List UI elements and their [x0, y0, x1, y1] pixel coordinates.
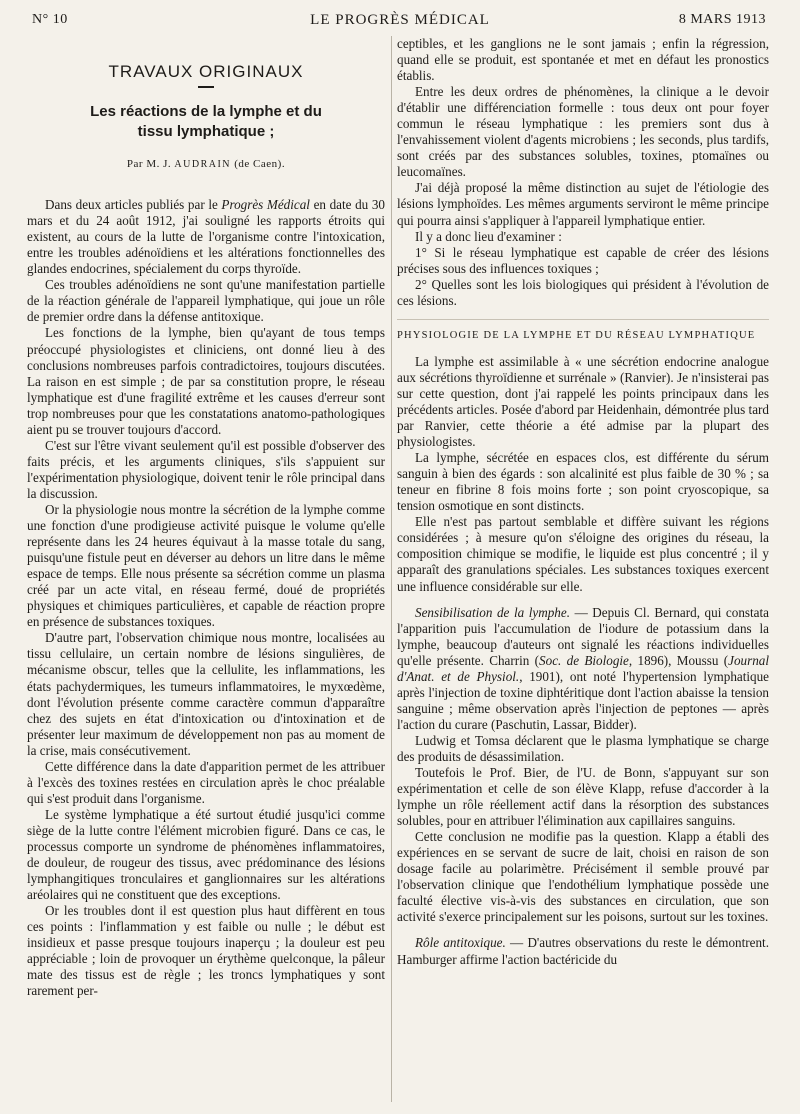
left-column — [27, 36, 385, 1106]
spacer — [397, 595, 769, 605]
right-column — [397, 36, 769, 1106]
subsection-heading: PHYSIOLOGIE DE LA LYMPHE ET DU RÉSEAU LYMPHATIQUE — [397, 319, 769, 344]
paragraph — [397, 605, 769, 733]
citation: Journal d'Anat. et de Physiol. — [397, 652, 769, 684]
article-title-line1: Les réactions de la lymphe et du — [90, 103, 322, 121]
paragraph: 1° Si le réseau lymphatique est capable de créer des lésions précises sous des influences toxiques ; — [397, 244, 769, 276]
paragraph: J'ai déjà proposé la même distinction au sujet de l'étiologie des lésions lymphoïdes. Les mêmes arguments serviront le même principe qui pourra ainsi s'appliquer à l'appareil lymphatique entier. — [397, 180, 769, 228]
paragraph: Cette différence dans la date d'apparition permet de les attribuer à l'excès des toxines restées en circulation après le choc préalable qui s'est produit dans l'organisme. — [27, 758, 385, 806]
text-run: Dans deux articles publiés par le — [45, 197, 222, 213]
text-run: — D'autres observations du reste le démontrent. Hamburger affirme l'action bactéricide du — [397, 935, 769, 967]
column-divider — [391, 36, 392, 1102]
author-prefix: Par M. J. — [126, 158, 172, 171]
issue-number: N° 10 — [32, 12, 68, 27]
text-run: , 1896), Moussu ( — [628, 652, 729, 668]
spacer — [397, 925, 769, 935]
paragraph: La lymphe est assimilable à « une sécrétion endocrine analogue aux sécrétions thyroïdienne et surrénale » (Ranvier). Je n'insisterai pas sur cette question, dont j'ai rappelé les points principaux dans les précédents articles. Posée d'abord par Heidenhain, démontrée plus tard par Ranvier, cette théorie a été admise par la plupart des physiologistes. — [397, 353, 769, 450]
article-title — [27, 102, 385, 142]
paragraph: C'est sur l'être vivant seulement qu'il est possible d'observer des faits précis, et les arguments cliniques, s'ils s'appuient sur l'expérimentation physiologique, doivent tenir le rôle principal dans la discussion. — [27, 437, 385, 501]
paragraph: ceptibles, et les ganglions ne le sont jamais ; enfin la régression, quand elle se produit, est spontanée et met en défaut les pronostics établis. — [397, 36, 769, 84]
paragraph — [27, 197, 385, 277]
run-in-heading: Sensibilisation de la lymphe. — [415, 604, 570, 620]
text-run: en date du 30 mars et du 24 août 1912, j'ai souligné les rapports étroits qui existent, au cours de la lutte de l'organisme contre l'intoxication, entre les troubles adénoïdiens et les altérations fonctionnelles des glandes endocrines, spécialement du corps thyroïde. — [27, 197, 385, 277]
journal-title: LE PROGRÈS MÉDICAL — [310, 12, 490, 28]
paragraph: Ces troubles adénoïdiens ne sont qu'une manifestation partielle de la réaction générale de l'appareil lymphatique, qui joue un rôle de premier ordre dans la défense antitoxique. — [27, 277, 385, 325]
paragraph: Or les troubles dont il est question plus haut diffèrent en tous ces points : l'inflammation y est faible ou nulle ; le début est insidieux et passe presque toujours inaperçu ; la douleur est peu appréciable ; loin de provoquer un érythème quelconque, la pâleur mate des tissus est de règle ; les troncs lymphatiques y sont rarement per- — [27, 903, 385, 999]
paragraph: La lymphe, sécrétée en espaces clos, est différente du sérum sanguin à bien des égards : son alcalinité est plus faible de 30 % ; sa teneur en fibrine 8 fois moins forte ; son point cryoscopique, sa tension osmotique en sont distincts. — [397, 450, 769, 514]
paragraph: Elle n'est pas partout semblable et diffère suivant les régions considérées ; à mesure qu'on s'éloigne des origines du réseau, la composition chimique se modifie, le liquide est plus concentré ; il y apparaît des granulations spéciales. Les substances toxiques exercent une influence considérable sur elle. — [397, 514, 769, 594]
text-run: , 1901), ont noté l'hypertension lymphatique après l'injection de toxine diphtéritique dont l'action abaisse la tension sanguine ; même observation après l'injection de peptones — après l'action du curare (Paschutin, Lassar, Bidder). — [397, 668, 769, 732]
section-title: TRAVAUX ORIGINAUX — [108, 62, 304, 81]
paragraph: D'autre part, l'observation chimique nous montre, localisées au tissu cellulaire, un certain nombre de lésions singulières, de mécanisme obscur, telles que la cellulite, les inflammations, les états pachydermiques, les tumeurs inflammatoires, le myxœdème, dont l'évolution présente comme caractère commun d'apparaître chez des sujets en état d'intoxication ou d'intoxination et de présenter leur maximum de développement non pas au moment de la crise, mais consécutivement. — [27, 630, 385, 758]
paragraph — [397, 935, 769, 967]
paragraph: Entre les deux ordres de phénomènes, la clinique a le devoir d'établir une différenciation formelle : tous deux ont pour foyer commun le réseau lymphatique : les premiers sont dus à l'envahissement violent d'agents microbiens ; les seconds, plus tardifs, sont créés par des substances solubles, toxines, ptomaïnes ou leucomaïnes. — [397, 84, 769, 180]
run-in-heading: Rôle antitoxique. — [415, 935, 506, 951]
text-run: — Depuis Cl. Bernard, qui constata l'apparition puis l'accumulation de l'iodure de potassium dans la lymphe, beaucoup d'auteurs ont signalé les réactions individuelles qu'elle présente. Charrin ( — [397, 604, 769, 668]
author-name: AUDRAIN — [174, 159, 232, 171]
paragraph: Ludwig et Tomsa déclarent que le plasma lymphatique se charge des produits de désassimilation. — [397, 732, 769, 764]
paragraph: Cette conclusion ne modifie pas la question. Klapp a établi des expériences en se servant de sucre de lait, choisi en raison de son dosage facile au polarimètre. Précisément il semble prouvé par l'observation clinique que l'endothélium lymphatique possède une faculté élective vis-à-vis des substances en circulation, que son activité s'exerce principalement sur les poisons, surtout sur les toxines. — [397, 829, 769, 925]
paragraph: 2° Quelles sont les lois biologiques qui président à l'évolution de ces lésions. — [397, 276, 769, 308]
title-rule — [198, 86, 214, 88]
author-line — [27, 156, 385, 173]
citation: Soc. de Biologie — [539, 652, 629, 668]
issue-date: 8 MARS 1913 — [678, 12, 766, 27]
paragraph: Or la physiologie nous montre la sécrétion de la lymphe comme une fonction d'une prodigieuse activité puisque le volume qu'elle représente dans les 24 heures équivaut à la masse totale du sang, puisqu'une fistule peut en déverser au dehors un litre dans le même espace de temps. Elle nous présente sa sécrétion comme un plasma créé par un acte vital, en réseau fermé, doué de propriétés physiques et chimiques particulières, et capable de réaction propre en présence de substances toxiques. — [27, 501, 385, 630]
paragraph: Les fonctions de la lymphe, bien qu'ayant de tous temps préoccupé physiologistes et cliniciens, ont donné lieu à des conclusions nombreuses parfois contradictoires, toujours discutées. La raison en est simple ; de par sa constitution propre, le réseau lymphatique est d'une fragilité extrême et les causes d'erreur sont trop nombreuses pour que les constatations anatomo-pathologiques aient pu se trouver toujours d'accord. — [27, 325, 385, 437]
article-title-line2: tissu lymphatique ; — [137, 123, 275, 141]
page-header — [28, 6, 772, 30]
journal-citation: Progrès Médical — [221, 197, 310, 213]
paragraph: Il y a donc lieu d'examiner : — [415, 228, 562, 244]
author-place: (de Caen). — [234, 158, 286, 171]
paragraph: Le système lymphatique a été surtout étudié jusqu'ici comme siège de la lutte contre l'élément microbien figuré. Dans ce cas, le processus comporte un syndrome de phénomènes inflammatoires, de douleur, de rougeur des tissus, avec prédominance des lésions lymphangitiques tronculaires et ganglionnaires sur les altérations aréolaires qui ne constituent que des exceptions. — [27, 806, 385, 903]
paragraph: Toutefois le Prof. Bier, de l'U. de Bonn, s'appuyant sur son expérimentation et celle de son élève Klapp, refuse d'accorder à la lymphe un rôle réellement actif dans la résorption des substances solubles, pour en attribuer l'élimination aux capillaires sanguins. — [397, 765, 769, 829]
